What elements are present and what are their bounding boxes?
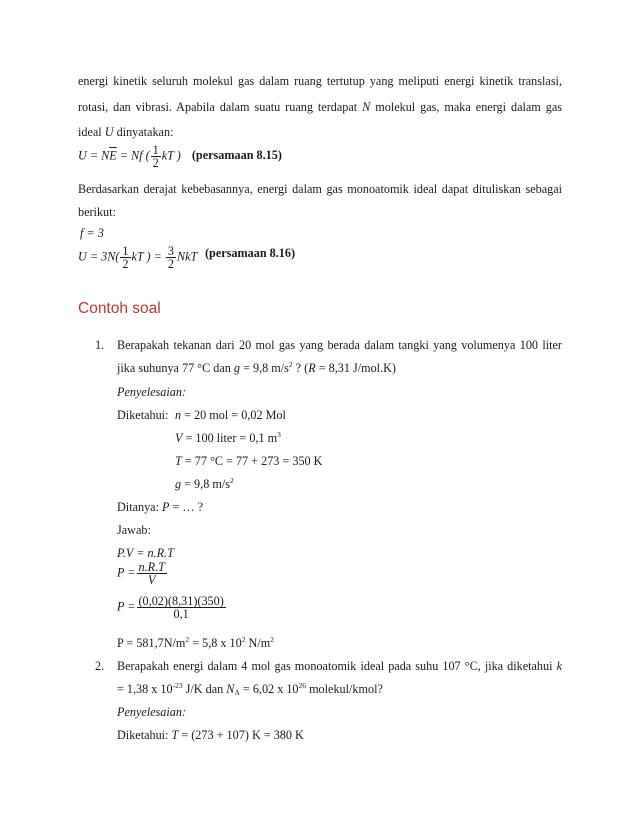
q1-penyelesaian: Penyelesaian: xyxy=(117,385,187,399)
text: molekul/kmol? xyxy=(306,682,383,696)
text: = 5,8 x 10 xyxy=(189,636,242,650)
var: n xyxy=(175,408,182,422)
sup: 2 xyxy=(270,635,274,644)
text: = … ? xyxy=(169,500,204,514)
q1-known-t xyxy=(175,454,323,469)
text: = 9,8 m/s xyxy=(240,361,289,375)
q1-diketahui-label: Diketahui: xyxy=(117,408,169,422)
paragraph-1-line-2 xyxy=(78,100,562,115)
sup: 2 xyxy=(288,360,293,369)
sup: 2 xyxy=(229,476,234,485)
text: = 77 °C = 77 + 273 = 350 K xyxy=(181,454,323,468)
q1-formula-2 xyxy=(117,561,168,586)
eq-rhs: NkT xyxy=(176,249,198,264)
var: P xyxy=(162,500,170,514)
q1-formula-3 xyxy=(117,595,227,620)
text: ideal xyxy=(78,125,105,139)
eq-lhs: U = N xyxy=(78,148,110,163)
text: J/K dan xyxy=(182,682,227,696)
fraction-numerator: n.R.T xyxy=(138,560,165,574)
var-r: R xyxy=(308,361,316,375)
sup: 26 xyxy=(298,681,307,690)
equation-label-8-16: (persamaan 8.16) xyxy=(205,246,296,260)
q2-line-1 xyxy=(117,659,562,674)
text: = 100 liter = 0,1 m xyxy=(182,431,278,445)
fraction-numerator: (0,02)(8,31)(350) xyxy=(138,594,224,608)
equation-8-15 xyxy=(78,144,282,169)
text: rotasi, dan vibrasi. Apabila dalam suatu ruang terdapat xyxy=(78,100,363,114)
q2-number: 2. xyxy=(95,659,105,673)
q1-line-2 xyxy=(117,361,396,376)
q1-jawab: Jawab: xyxy=(117,523,151,537)
paragraph-1-line-3 xyxy=(78,125,173,140)
q1-line-1: Berapakah tekanan dari 20 mol gas yang berada dalam tangki yang volumenya 100 liter xyxy=(117,338,562,352)
fraction-numerator: 3 xyxy=(167,244,174,258)
fraction-numerator: 1 xyxy=(122,244,129,258)
equation-8-16 xyxy=(78,245,197,270)
var: V xyxy=(175,431,183,445)
text: = 8,31 J/mol.K) xyxy=(315,361,396,375)
fraction-denominator: 0,1 xyxy=(173,607,189,621)
fraction xyxy=(137,561,167,586)
eq-lhs: U = 3N( xyxy=(78,249,120,264)
fraction-numerator: 1 xyxy=(152,143,159,157)
fraction xyxy=(151,144,161,169)
fraction xyxy=(166,245,176,270)
var: T xyxy=(171,728,179,742)
text: molekul gas, maka energi dalam gas xyxy=(370,100,562,114)
q1-known-v xyxy=(175,431,281,446)
text: = 1,38 x 10 xyxy=(117,682,173,696)
eq-ebar: $\overline{E}$ xyxy=(109,148,117,163)
text: N/m xyxy=(245,636,271,650)
equation-f: f = 3 xyxy=(80,226,104,240)
section-heading: Contoh soal xyxy=(78,300,161,317)
paragraph-1-line-1: energi kinetik seluruh molekul gas dalam ruang tertutup yang meliputi energi kinetik translasi, xyxy=(78,74,562,88)
text: Berapakah energi dalam 4 mol gas monoatomik ideal pada suhu 107 °C, jika diketahui xyxy=(117,659,557,673)
q2-diketahui xyxy=(117,728,304,743)
fraction xyxy=(120,245,130,270)
q1-known-g xyxy=(175,477,234,492)
sup: 3 xyxy=(277,430,281,439)
eq-lhs: P = xyxy=(117,565,136,580)
text: P = 581,7N/m xyxy=(117,636,186,650)
q1-result xyxy=(117,636,274,651)
eq-lhs: P = xyxy=(117,599,136,614)
text: ? ( xyxy=(292,361,309,375)
var: g xyxy=(175,477,182,491)
paragraph-2-line-2: berikut: xyxy=(78,205,116,219)
paragraph-2-line-1: Berdasarkan derajat kebebasannya, energi dalam gas monoatomik ideal dapat dituliskan sebagai xyxy=(78,182,562,196)
eq-mid: = Nf ( xyxy=(116,148,150,163)
text: dinyatakan: xyxy=(113,125,174,139)
text: Diketahui: xyxy=(117,728,172,742)
q1-known-n xyxy=(175,408,286,423)
text: = 20 mol = 0,02 Mol xyxy=(181,408,286,422)
var-g: g xyxy=(233,361,241,375)
sub: A xyxy=(234,688,240,697)
fraction-denominator: 2 xyxy=(122,257,129,271)
text: = 9,8 m/s xyxy=(181,477,230,491)
var-n: N xyxy=(226,682,235,696)
text: = (273 + 107) K = 380 K xyxy=(178,728,304,742)
var-k: k xyxy=(556,659,562,673)
var-u: U xyxy=(104,125,114,139)
fraction-denominator: 2 xyxy=(167,257,174,271)
fraction-denominator: V xyxy=(147,573,156,587)
fraction xyxy=(137,595,226,620)
fraction-denominator: 2 xyxy=(152,156,159,170)
sup: 2 xyxy=(241,635,246,644)
q1-ditanya xyxy=(117,500,203,515)
q1-number: 1. xyxy=(95,338,105,352)
sup: 2 xyxy=(185,635,190,644)
var: T xyxy=(175,454,182,468)
q1-formula-1: P.V = n.R.T xyxy=(117,546,174,560)
text: Ditanya: xyxy=(117,500,163,514)
text: jika suhunya 77 °C dan xyxy=(117,361,234,375)
q2-line-2 xyxy=(117,682,383,697)
var-n: N xyxy=(362,100,371,114)
equation-label: (persamaan 8.15) xyxy=(191,148,282,163)
eq-kt: kT ) xyxy=(161,148,181,163)
text: = 6,02 x 10 xyxy=(239,682,299,696)
q2-penyelesaian: Penyelesaian: xyxy=(117,705,187,719)
eq-mid: kT ) = xyxy=(131,249,162,264)
sup: -23 xyxy=(172,681,183,690)
